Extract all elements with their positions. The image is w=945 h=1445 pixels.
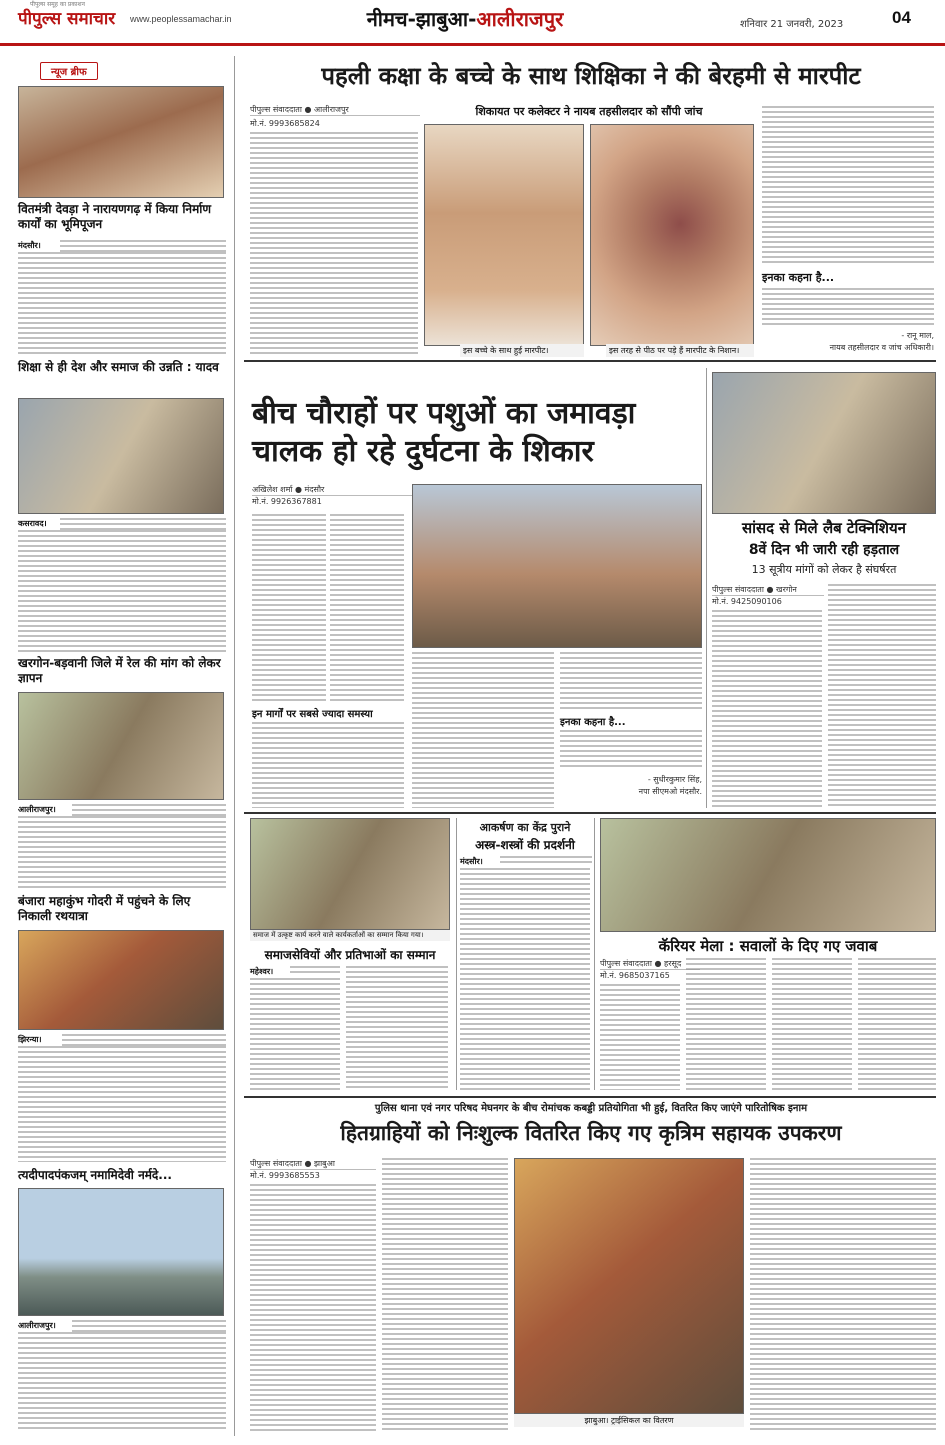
story6-text-col4 (858, 958, 936, 1090)
issue-date: शनिवार 21 जनवरी, 2023 (740, 19, 844, 30)
story6-text-col1 (600, 984, 680, 1090)
story6-mobile: मो.नं. 9685037165 (600, 971, 670, 980)
story5-divider (456, 818, 457, 1090)
brief3-text (18, 816, 226, 888)
edition-prefix: नीमच-झाबुआ- (366, 7, 477, 31)
story4-photo (250, 818, 450, 930)
brief4-photo (18, 930, 224, 1030)
brief5-photo (18, 1188, 224, 1316)
story2-quote (560, 730, 702, 770)
column-divider (234, 56, 235, 1436)
story2-text-col3 (560, 652, 702, 710)
newspaper-logo: पीपुल्स समाचार (18, 9, 116, 29)
story6-reporter: पीपुल्स संवाददाता (600, 959, 652, 968)
story1-quote-role: नायब तहसीलदार व जांच अधिकारी। (829, 343, 934, 352)
story4-text-line (290, 966, 340, 976)
story2-headline-2: चालक हो रहे दुर्घटना के शिकार (252, 434, 594, 469)
story6-photo (600, 818, 936, 932)
brief1-headline: वितमंत्री देवड़ा ने नारायणगढ़ में किया निर्माण कार्यों का भूमिपूजन (18, 202, 212, 231)
page-number: 04 (892, 8, 911, 27)
story7-kicker: पुलिस थाना एवं नगर परिषद मेघनगर के बीच रोमांचक कबड्डी प्रतियोगिता भी हुई, वितरित किए जाएंगे पारितोषिक इनाम (374, 1103, 808, 1114)
story1-place: आलीराजपुर (314, 105, 349, 114)
story3-photo (712, 372, 936, 514)
pin-icon: ● (654, 959, 662, 968)
story2-place: मंदसौर (304, 485, 325, 494)
story7-mobile: मो.नं. 9993685553 (250, 1171, 320, 1180)
brief3-lead: आलीराजपुर। (18, 805, 56, 814)
logo-tagline: पीपुल्स समूह का प्रकाशन (30, 1, 85, 8)
story1-child-photo (424, 124, 584, 346)
story6-text-col3 (772, 958, 852, 1090)
story6-rule (244, 1096, 936, 1098)
brief4-text-line (62, 1034, 226, 1046)
story2-text-col1a (252, 514, 326, 702)
story7-headline: हितग्राहियों को निःशुल्क वितरित किए गए कृत्रिम सहायक उपकरण (340, 1121, 842, 1145)
story3-reporter: पीपुल्स संवाददाता (712, 585, 764, 594)
story2-text-col1c (252, 722, 404, 808)
story2-text-col2 (412, 652, 554, 808)
story4-caption: समाज में उत्कृष्ट कार्य करने वाले कार्यकर्ताओं का सम्मान किया गया। (250, 930, 450, 941)
story2-quote-role: नपा सीएमओ मंदसौर. (638, 787, 702, 796)
story4-lead: महेश्वर। (250, 967, 274, 976)
brief2-text-line (60, 518, 226, 530)
story1-caption1: इस बच्चे के साथ हुई मारपीट। (460, 344, 584, 357)
story3-mobile: मो.नं. 9425090106 (712, 597, 782, 606)
story1-sidebar-label: इनका कहना है... (762, 271, 835, 284)
story7-text-col3 (750, 1158, 936, 1432)
story1-mobile: मो.नं. 9993685824 (250, 119, 320, 128)
story7-place: झाबुआ (314, 1159, 335, 1168)
brief2-headline: शिक्षा से ही देश और समाज की उन्नति : यादव (18, 360, 219, 374)
story3-text-col2 (828, 584, 936, 808)
story7-text-col2 (382, 1158, 508, 1432)
edition-title (300, 5, 630, 32)
story6-headline: कॅरियर मेला : सवालों के दिए गए जवाब (658, 937, 878, 955)
story2-sidebar-label: इनका कहना है... (560, 717, 626, 728)
pin-icon: ● (766, 585, 774, 594)
story1-byline (250, 104, 420, 116)
story5-lead: मंदसौर। (460, 857, 483, 866)
story1-rule (244, 360, 936, 362)
story6-text-col2 (686, 958, 766, 1090)
edition-highlight: आलीराजपुर (476, 7, 564, 31)
brief3-text-line (72, 804, 226, 816)
story6-divider (594, 818, 595, 1090)
story3-byline (712, 584, 824, 596)
story1-headline: पहली कक्षा के बच्चे के साथ शिक्षिका ने की बेरहमी से मारपीट (321, 62, 861, 90)
story7-text-col1 (250, 1184, 376, 1432)
brief5-lead: आलीराजपुर। (18, 1321, 56, 1330)
story5-headline: अस्त्र-शस्त्रों की प्रदर्शनी (475, 838, 575, 852)
story7-photo (514, 1158, 744, 1414)
story1-photo-headline: शिकायत पर कलेक्टर ने नायब तहसीलदार को सौंपी जांच (475, 105, 703, 118)
story1-back-photo (590, 124, 754, 346)
story1-text-col1 (250, 132, 418, 354)
brief3-photo (18, 692, 224, 800)
story4-headline: समाजसेवियों और प्रतिभाओं का सम्मान (264, 948, 436, 962)
story7-caption: झाबुआ। ट्राईसिकल का वितरण (514, 1414, 744, 1427)
brief2-lead: कसरावद। (18, 519, 47, 528)
news-brief-label: न्यूज ब्रीफ (40, 62, 98, 80)
story2-subhead: इन मार्गों पर सबसे ज्यादा समस्या (252, 709, 373, 720)
brief5-text (18, 1332, 226, 1430)
brief2-photo (18, 398, 224, 514)
story1-quote (762, 288, 934, 326)
story3-divider (706, 368, 707, 808)
brief1-text-line (60, 240, 226, 252)
brief1-photo (18, 86, 224, 198)
story2-reporter: अखिलेश शर्मा (252, 485, 293, 494)
story1-reporter: पीपुल्स संवाददाता (250, 105, 302, 114)
story3-sub2: 13 सूत्रीय मांगों को लेकर है संघर्षरत (751, 563, 897, 576)
masthead (0, 0, 945, 46)
story2-byline (252, 484, 420, 496)
story1-text-col3 (762, 106, 934, 266)
brief4-headline: बंजारा महाकुंभ गोदरी में पहुंचने के लिए निकाली रथयात्रा (18, 894, 191, 923)
pin-icon: ● (304, 105, 312, 114)
brief5-headline: त्यदीपादपंकजम् नमामिदेवी नर्मदे... (18, 1168, 172, 1182)
brief5-text-line (72, 1320, 226, 1332)
story2-quote-author: - सुधीरकुमार सिंह, (647, 775, 702, 784)
story3-sub1: 8वें दिन भी जारी रही हड़ताल (748, 542, 900, 558)
story1-caption2: इस तरह से पीठ पर पड़े हैं मारपीट के निशान। (606, 344, 754, 357)
story3-headline: सांसद से मिले लैब टेक्निशियन (741, 519, 907, 537)
brief4-text (18, 1046, 226, 1162)
pin-icon: ● (294, 485, 302, 494)
story5-text-line (500, 856, 592, 866)
story5-kicker: आकर्षण का केंद्र पुराने (479, 821, 571, 834)
brief2-text (18, 530, 226, 652)
story6-byline (600, 958, 700, 970)
story2-rule (244, 812, 936, 814)
brief1-lead: मंदसौर। (18, 241, 41, 250)
story5-text (460, 868, 590, 1090)
story6-place: हरसूद (664, 959, 682, 968)
story2-mobile: मो.नं. 9926367881 (252, 497, 322, 506)
story3-text-col1 (712, 610, 822, 808)
story3-place: खरगोन (776, 585, 797, 594)
brief3-headline: खरगोन-बड़वानी जिले में रेल की मांग को लेकर ज्ञापन (18, 656, 221, 685)
story2-headline-1: बीच चौराहों पर पशुओं का जमावड़ा (252, 396, 636, 431)
brief4-lead: झिरन्या। (18, 1035, 42, 1044)
story2-cattle-photo (412, 484, 702, 648)
website-url[interactable]: www.peoplessamachar.in (130, 14, 232, 24)
brief1-text (18, 252, 226, 356)
story2-text-col1b (330, 514, 404, 702)
story4-text-col1 (250, 978, 340, 1090)
story1-quote-author: - रानू माल, (901, 331, 934, 340)
story4-text-col2 (346, 966, 448, 1090)
story7-byline (250, 1158, 376, 1170)
story7-reporter: पीपुल्स संवाददाता (250, 1159, 302, 1168)
pin-icon: ● (304, 1159, 312, 1168)
